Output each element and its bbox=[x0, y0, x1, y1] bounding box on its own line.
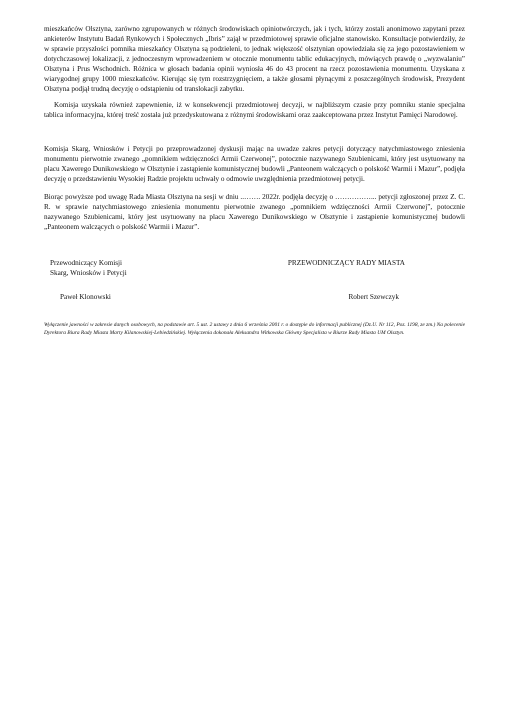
council-chair-title: PRZEWODNICZĄCY RADY MIASTA bbox=[287, 259, 405, 267]
signature-names bbox=[44, 292, 465, 302]
paragraph-council-decision: Biorąc powyższe pod uwagę Rada Miasta Olsztyna na sesji w dniu ..……. 2022r. podjęła decyzję o ……………... petycji zgłoszonej przez Z. C. R. w sprawie natychmiastowego zniesienia monumentu pierwotnie zwanego „pomnikiem wdzięczności Armii Czerwonej”, potocznie nazywanego Szubienicami, który jest usytuowany na placu Xawerego Dunikowskiego w Olsztynie i zastąpienie komunistycznej budowli „Panteonem walczących o polskość Warmii i Mazur”. bbox=[44, 193, 465, 231]
council-chair-name: Robert Szewczyk bbox=[348, 293, 399, 301]
commission-chair-title-line2: Skarg, Wniosków i Petycji bbox=[50, 269, 127, 277]
signature-titles bbox=[44, 258, 465, 278]
commission-chair-title-line1: Przewodniczący Komisji bbox=[50, 259, 123, 267]
paragraph-commission-decision: Komisja Skarg, Wniosków i Petycji po przeprowadzonej dyskusji mając na uwadze zakres petycji dotyczący natychmiastowego zniesienia monumentu pierwotnie zwanego „pomnikiem wdzięczności Armii Czerwonej”, potocznie nazywanego Szubienicami, który jest usytuowany na placu Xawerego Dunikowskiego w Olsztynie i zastąpienie komunistycznej budowli „Panteonem walczących o polskość Warmii i Mazur”, podjęła decyzję o przedstawieniu Wysokiej Radzie projektu uchwały o odmowie uwzględnienia przedmiotowej petycji. bbox=[44, 145, 465, 183]
privacy-footnote: Wyłączenie jawności w zakresie danych osobowych, na podstawie art. 5 ust. 2 ustawy z dnia 6 września 2001 r. o dostępie do informacji publicznej (Dz.U. Nr 112, Poz. 1198, ze zm.) Na polecenie Dyrektora Biura Rady Miasta Marty Kilanowskiej-Lebiedzińskiej. Wyłączenia dokonała Aleksandra Witkowska Główny Specjalista w Biurze Rady Miasta UM Olsztyn. bbox=[44, 322, 465, 336]
commission-chair-name: Paweł Klonowski bbox=[60, 293, 111, 301]
paragraph-commission-assurance: Komisja uzyskała również zapewnienie, iż w konsekwencji przedmiotowej decyzji, w najbliższym czasie przy pomniku stanie specjalna tablica informacyjna, której treść została już przedyskutowana z różnymi środowiskami oraz zaakceptowana przez Instytut Pamięci Narodowej. bbox=[44, 101, 465, 119]
paragraph-intro: mieszkańców Olsztyna, zarówno zgrupowanych w różnych środowiskach opiniotwórczych, jak i tych, którzy zostali anonimowo zapytani przez ankieterów Instytutu Badań Rynkowych i Społecznych „Ibris” zajął w przedmiotowej sprawie oficjalne stanowisko. Konsultacje potwierdziły, że w sprawie przyszłości pomnika mieszkańcy Olsztyna są podzieleni, to jednak większość olsztynian opowiedziała się za jego pozostawieniem w dotychczasowej lokalizacji, z jednoczesnym wprowadzeniem w otocznie monumentu tablic edukacyjnych, mówiących prawdę o „wyzwalaniu” Olsztyna i Prus Wschodnich. Różnica w głosach badania opinii wyniosła 46 do 43 procent na rzecz pozostawienia monumentu. Uzyskana z wiarygodnej grupy 1000 mieszkańców. Kierując się tym rozstrzygnięciem, a także głosami płynącymi z poszczególnych środowisk, Prezydent Olsztyna podjął trudną decyzję o odstąpieniu od translokacji zabytku. bbox=[44, 25, 465, 93]
commission-chair-title bbox=[44, 258, 127, 278]
